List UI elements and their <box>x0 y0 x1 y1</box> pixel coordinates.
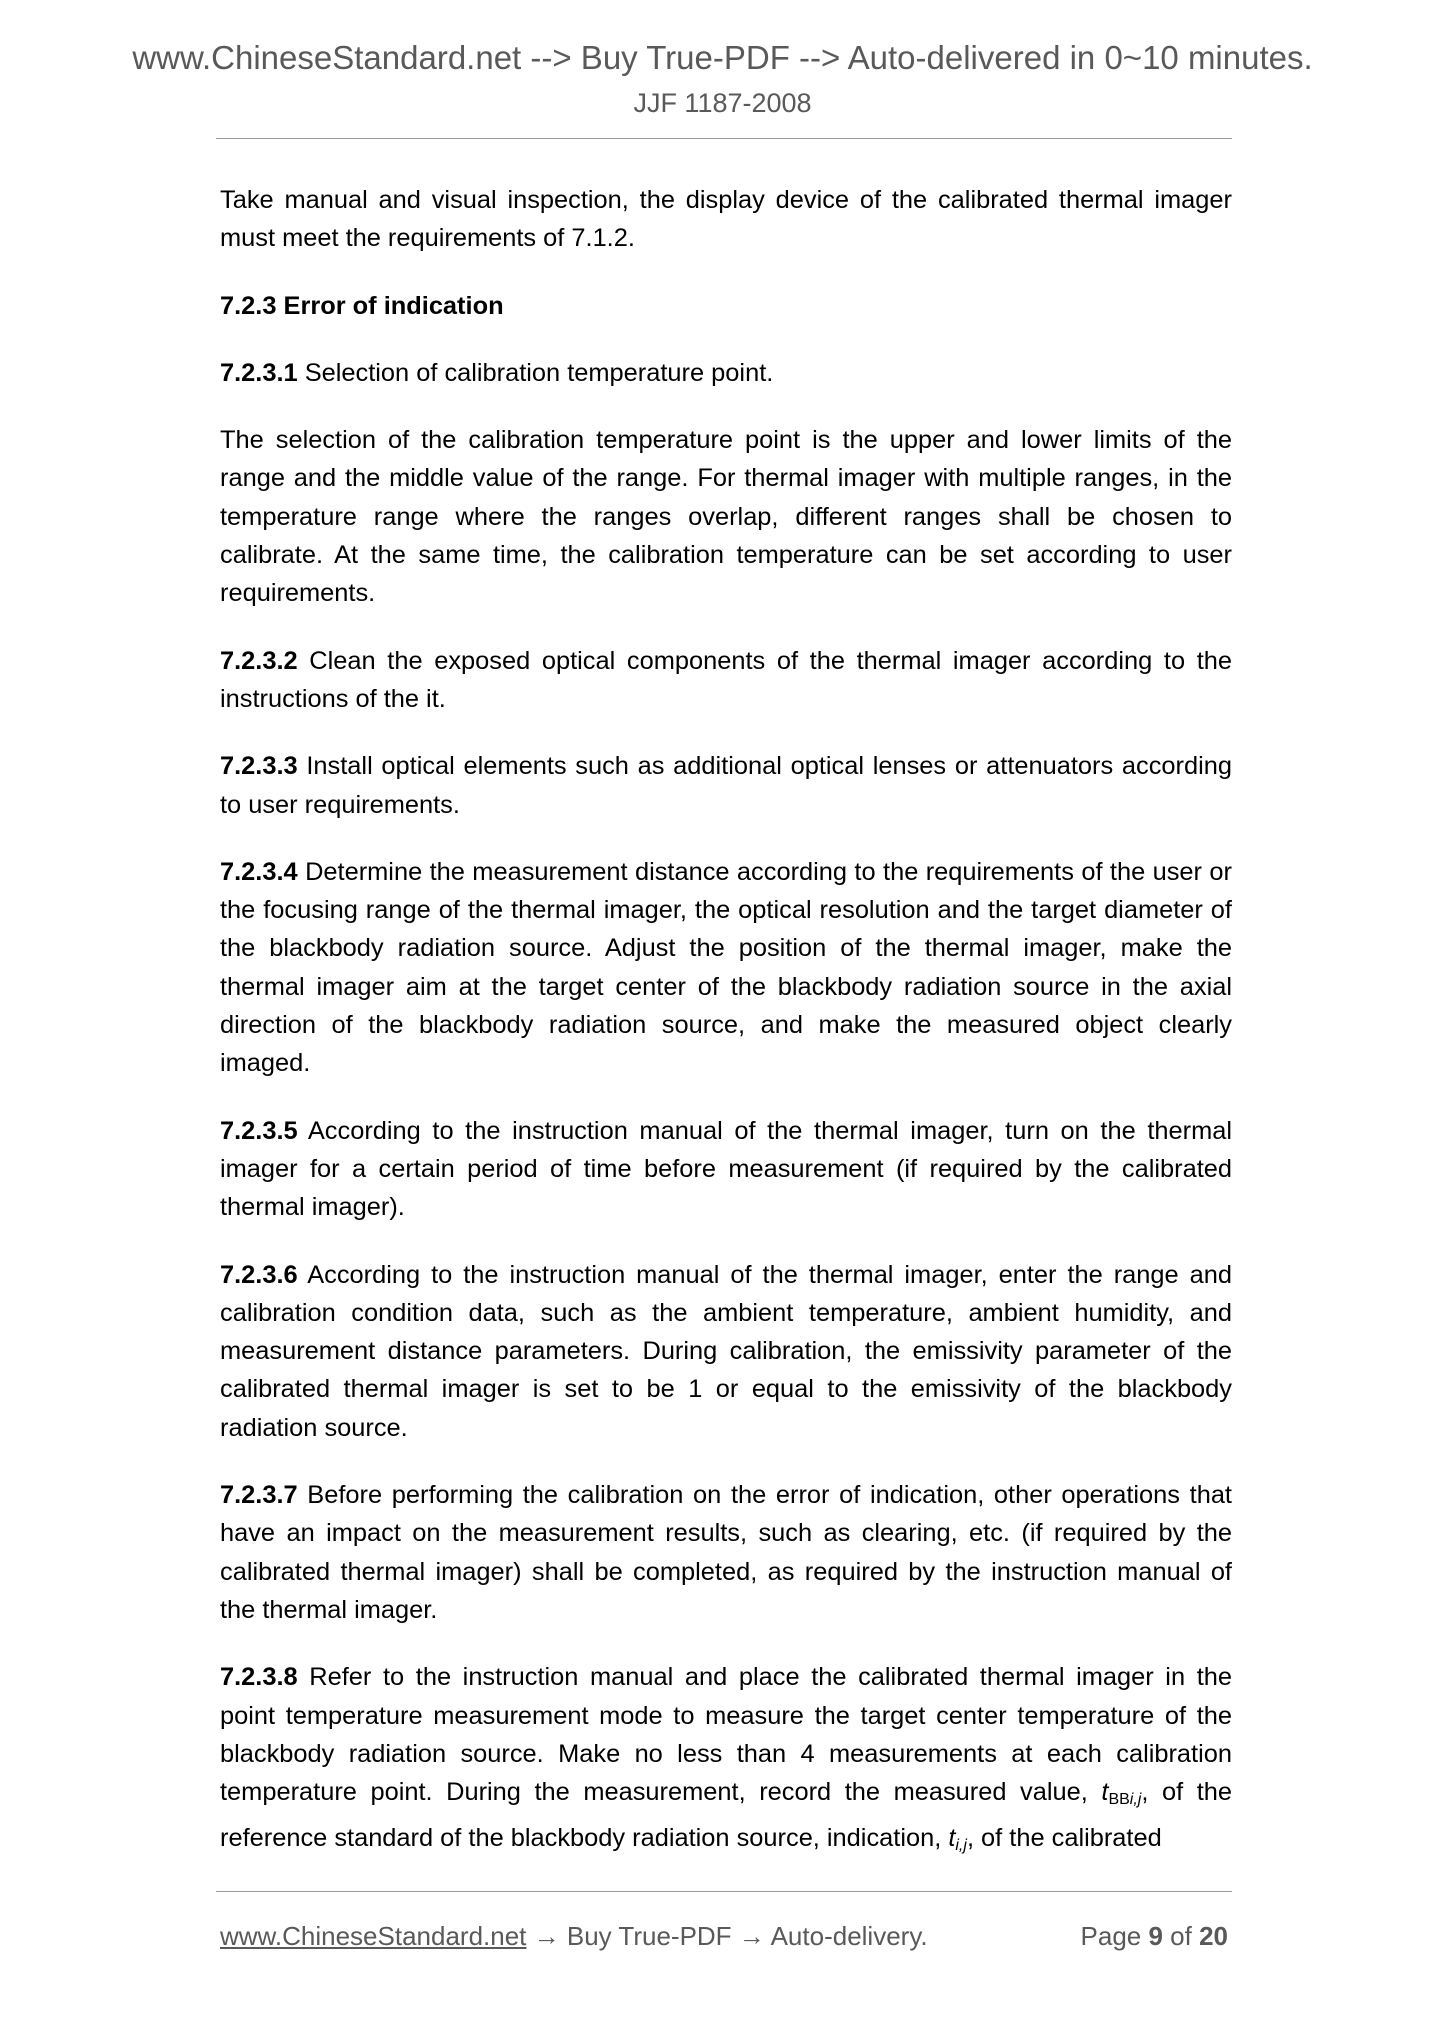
clause-7-2-3-8 <box>220 1658 1232 1865</box>
clause-number: 7.2.3.3 <box>220 752 298 781</box>
clause-text: Refer to the instruction manual and place the calibrated thermal imager in the point temperature measurement mode to measure the target center temperature of the blackbody radiation source. Make no less than 4 measurements at each calibration temperature point. During the measurement, record the measured value, <box>220 1663 1232 1807</box>
symbol-t: t <box>948 1824 956 1853</box>
page-label: Page <box>1080 1921 1149 1951</box>
footer-promo <box>220 1916 928 1956</box>
clause-text: Selection of calibration temperature point. <box>297 358 774 387</box>
clause-7-2-3-6 <box>220 1256 1232 1447</box>
subscript-bb: BB <box>1108 1791 1130 1809</box>
symbol-t-bb-subscript <box>1108 1791 1141 1808</box>
of-label: of <box>1162 1921 1200 1951</box>
symbol-t-bb: t <box>1101 1778 1109 1807</box>
page-total: 20 <box>1199 1921 1228 1951</box>
page-footer <box>220 1916 1232 1956</box>
footer-divider <box>216 1891 1232 1892</box>
clause-7-2-3-7 <box>220 1476 1232 1629</box>
clause-text: Before performing the calibration on the error of indication, other operations that have an impact on the measurement results, such as clearing, etc. (if required by the calibrated thermal imager) shall be completed, as required by the instruction manual of the thermal imager. <box>220 1481 1232 1624</box>
clause-7-2-3-1-detail: The selection of the calibration temperature point is the upper and lower limits of the range and the middle value of the range. For thermal imager with multiple ranges, in the temperature range where the ranges overlap, different ranges shall be chosen to calibrate. At the same time, the calibration temperature can be set according to user requirements. <box>220 426 1232 608</box>
arrow-icon: → <box>731 1921 771 1951</box>
clause-7-2-3-3 <box>220 747 1232 824</box>
subscript-ij: i,j <box>1129 1791 1142 1809</box>
document-number: JJF 1187-2008 <box>633 88 812 118</box>
clause-7-2-3-2 <box>220 642 1232 719</box>
clause-7-2-3-4 <box>220 853 1232 1083</box>
clause-text: Install optical elements such as additional optical lenses or attenuators according to user requirements. <box>220 752 1232 819</box>
clause-7-2-3-1 <box>220 354 1232 392</box>
header-divider <box>216 138 1232 139</box>
clause-text-end: , of the calibrated <box>966 1824 1162 1853</box>
clause-text: According to the instruction manual of the thermal imager, enter the range and calibration condition data, such as the ambient temperature, ambient humidity, and measurement distance parameters. During calibration, the emissivity parameter of the calibrated thermal imager is set to be 1 or equal to the emissivity of the blackbody radiation source. <box>220 1260 1232 1442</box>
footer-delivery-text: Auto-delivery. <box>770 1921 928 1951</box>
clause-text: Determine the measurement distance according to the requirements of the user or the focusing range of the thermal imager, the optical resolution and the target diameter of the blackbody radiation source. Adjust the position of the thermal imager, make the thermal imager aim at the target center of the blackbody radiation source in the axial direction of the blackbody radiation source, and make the measured object clearly imaged. <box>220 857 1232 1078</box>
clause-number: 7.2.3.7 <box>220 1481 298 1510</box>
intro-paragraph: Take manual and visual inspection, the display device of the calibrated thermal imager must meet the requirements of 7.1.2. <box>220 186 1232 253</box>
clause-text: Clean the exposed optical components of the thermal imager according to the instructions of the it. <box>220 646 1232 713</box>
clause-number: 7.2.3.5 <box>220 1116 298 1145</box>
clause-number: 7.2.3.1 <box>220 358 298 387</box>
section-heading: 7.2.3 Error of indication <box>220 291 504 320</box>
clause-number: 7.2.3.6 <box>220 1260 298 1289</box>
clause-7-2-3-5 <box>220 1112 1232 1227</box>
clause-number: 7.2.3.4 <box>220 857 298 886</box>
site-banner: www.ChineseStandard.net --> Buy True-PDF --> Auto-delivered in 0~10 minutes. <box>132 39 1313 76</box>
footer-buy-text: Buy True-PDF <box>566 1921 732 1951</box>
clause-number: 7.2.3.8 <box>220 1663 298 1692</box>
page-indicator <box>1081 1916 1228 1956</box>
document-body <box>220 181 1232 1866</box>
clause-text-cont: , of the reference standard of the blackbody radiation source, indication, <box>220 1778 1232 1853</box>
arrow-icon: → <box>526 1921 567 1951</box>
clause-number: 7.2.3.2 <box>220 646 298 675</box>
clause-text: According to the instruction manual of the thermal imager, turn on the thermal imager for a certain period of time before measurement (if required by the calibrated thermal imager). <box>220 1116 1232 1222</box>
page-number: 9 <box>1148 1921 1163 1951</box>
site-link[interactable]: www.ChineseStandard.net <box>220 1921 527 1951</box>
symbol-t-subscript: i,j <box>955 1837 967 1855</box>
